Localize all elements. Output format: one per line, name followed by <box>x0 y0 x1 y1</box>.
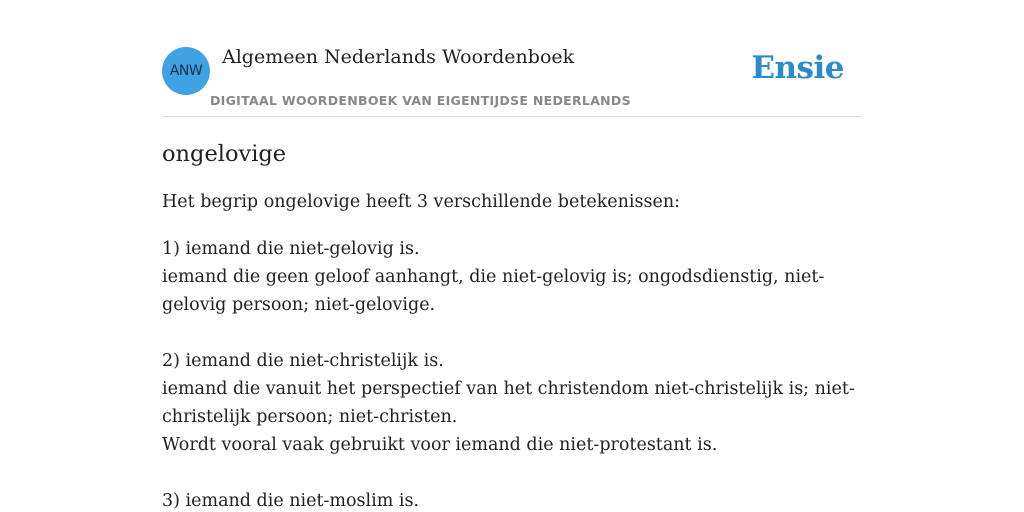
meaning-item <box>162 235 862 319</box>
meaning-definition: iemand die geen geloof aanhangt, die niet-gelovig is; ongodsdienstig, niet-gelovig persoon; niet-gelovige. <box>162 267 825 315</box>
entry-intro: Het begrip ongelovige heeft 3 verschillende betekenissen: <box>162 192 681 212</box>
site-header <box>162 40 862 117</box>
meaning-note: Wordt vooral vaak gebruikt voor iemand die niet-protestant is. <box>162 435 718 455</box>
meaning-heading: 2) iemand die niet-christelijk is. <box>162 351 444 371</box>
meaning-heading: 1) iemand die niet-gelovig is. <box>162 239 420 259</box>
site-subtitle: DIGITAAL WOORDENBOEK VAN EIGENTIJDSE NEDERLANDS <box>210 93 631 108</box>
meanings-list <box>162 235 862 512</box>
meaning-item <box>162 487 862 512</box>
ensie-logo[interactable]: Ensie <box>751 50 844 86</box>
entry-content <box>162 136 862 512</box>
anw-logo-text: ANW <box>169 63 203 79</box>
entry-headword: ongelovige <box>162 141 287 167</box>
meaning-definition: iemand die vanuit het perspectief van het christendom niet-christelijk is; niet-christelijk persoon; niet-christen. <box>162 379 855 427</box>
meaning-item <box>162 347 862 459</box>
anw-logo[interactable] <box>162 47 210 95</box>
site-title[interactable]: Algemeen Nederlands Woordenboek <box>222 46 575 68</box>
meaning-heading: 3) iemand die niet-moslim is. <box>162 491 420 511</box>
